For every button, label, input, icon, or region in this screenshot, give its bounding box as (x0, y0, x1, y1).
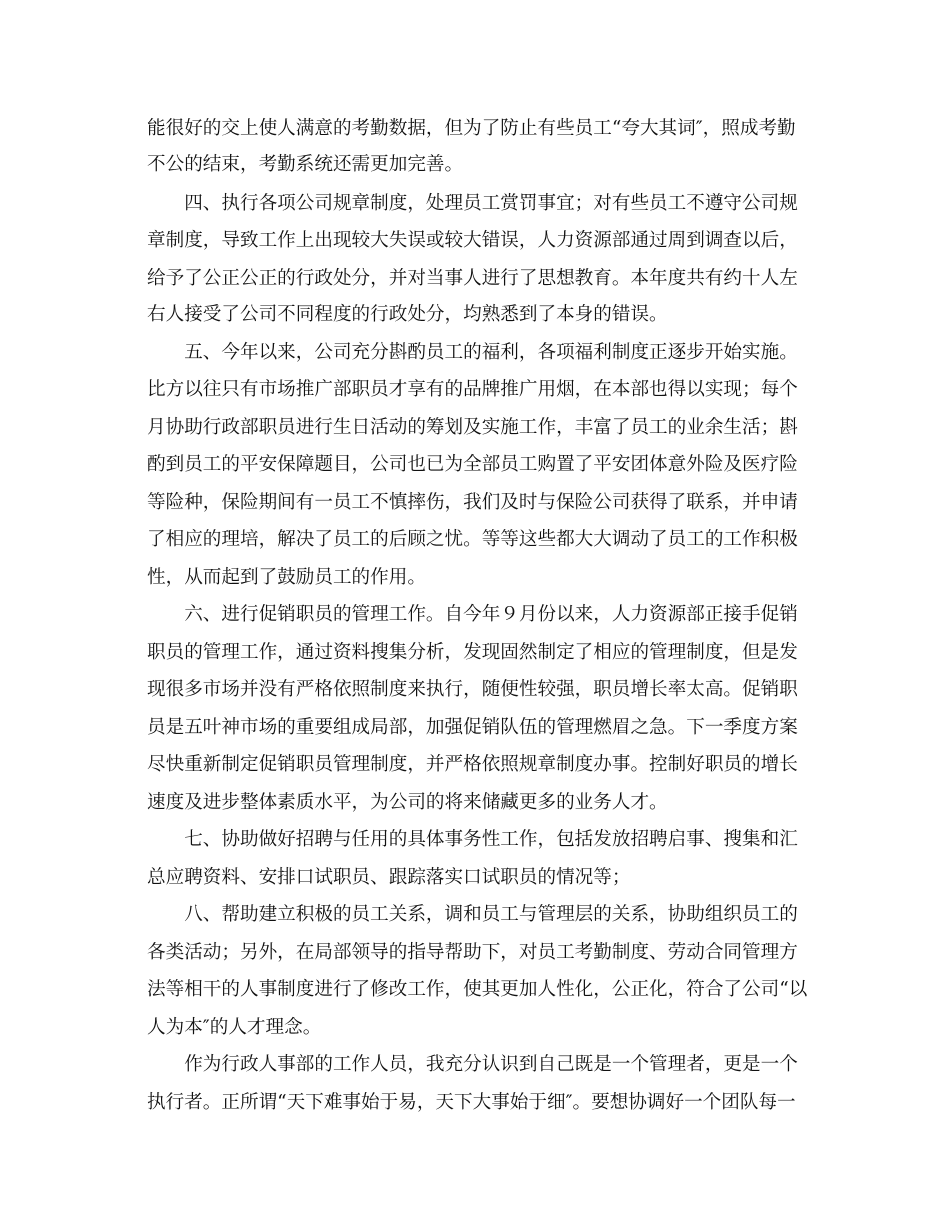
text-line: 了相应的理培，解决了员工的后顾之忧。等等这些都大大调动了员工的工作积极 (147, 529, 798, 550)
text-line: 八、帮助建立积极的员工关系，调和员工与管理层的关系，协助组织员工的 (147, 904, 798, 925)
text-line: 现很多市场并没有严格依照制度来执行，随便性较强，职员增长率太高。促销职 (147, 679, 798, 700)
text-line: 章制度，导致工作上出现较大失误或较大错误，人力资源部通过周到调查以后， (147, 230, 798, 251)
text-line: 尽快重新制定促销职员管理制度，并严格依照规章制度办事。控制好职员的增长 (147, 754, 798, 775)
text-line: 总应聘资料、安排口试职员、跟踪落实口试职员的情况等； (147, 867, 631, 888)
text-line: 职员的管理工作，通过资料搜集分析，发现固然制定了相应的管理制度，但是发 (147, 642, 798, 663)
text-line: 比方以往只有市场推广部职员才享有的品牌推广用烟，在本部也得以实现；每个 (147, 379, 798, 400)
text-line: 速度及进步整体素质水平，为公司的将来储藏更多的业务人才。 (147, 792, 668, 813)
text-line: 能很好的交上使人满意的考勤数据，但为了防止有些员工“夸大其词″，照成考勤 (147, 118, 796, 139)
text-line: 不公的结束，考勤系统还需更加完善。 (147, 154, 464, 175)
text-line: 等险种，保险期间有一员工不慎摔伤，我们及时与保险公司获得了联系，并申请 (147, 492, 798, 513)
text-line: 六、进行促销职员的管理工作。自今年９月份以来，人力资源部正接手促销 (147, 604, 798, 625)
text-line: 员是五叶神市场的重要组成局部，加强促销队伍的管理燃眉之急。下一季度方案 (147, 717, 798, 738)
text-line: 四、执行各项公司规章制度，处理员工赏罚事宜；对有些员工不遵守公司规 (147, 193, 798, 214)
text-line: 人为本″的人才理念。 (147, 1017, 322, 1038)
text-line: 月协助行政部职员进行生日活动的筹划及实施工作，丰富了员工的业余生活；斟 (147, 417, 798, 438)
text-line: 作为行政人事部的工作人员，我充分认识到自己既是一个管理者，更是一个 (147, 1054, 798, 1075)
text-line: 酌到员工的平安保障题目，公司也已为全部员工购置了平安团体意外险及医疗险 (147, 454, 798, 475)
text-line: 法等相干的人事制度进行了修改工作，使其更加人性化，公正化，符合了公司“以 (147, 979, 807, 1000)
text-line: 给予了公正公正的行政处分，并对当事人进行了思想教育。本年度共有约十人左 (147, 268, 798, 289)
text-line: 性，从而起到了鼓励员工的作用。 (147, 567, 426, 588)
text-line: 七、协助做好招聘与任用的具体事务性工作，包括发放招聘启事、搜集和汇 (147, 829, 798, 850)
text-line: 执行者。正所谓“天下难事始于易，天下大事始于细″。要想协调好一个团队每一 (147, 1092, 796, 1113)
text-line: 各类活动；另外，在局部领导的指导帮助下，对员工考勤制度、劳动合同管理方 (147, 942, 798, 963)
text-line: 右人接受了公司不同程度的行政处分，均熟悉到了本身的错误。 (147, 304, 668, 325)
text-line: 五、今年以来，公司充分斟酌员工的福利，各项福利制度正逐步开始实施。 (147, 342, 798, 363)
